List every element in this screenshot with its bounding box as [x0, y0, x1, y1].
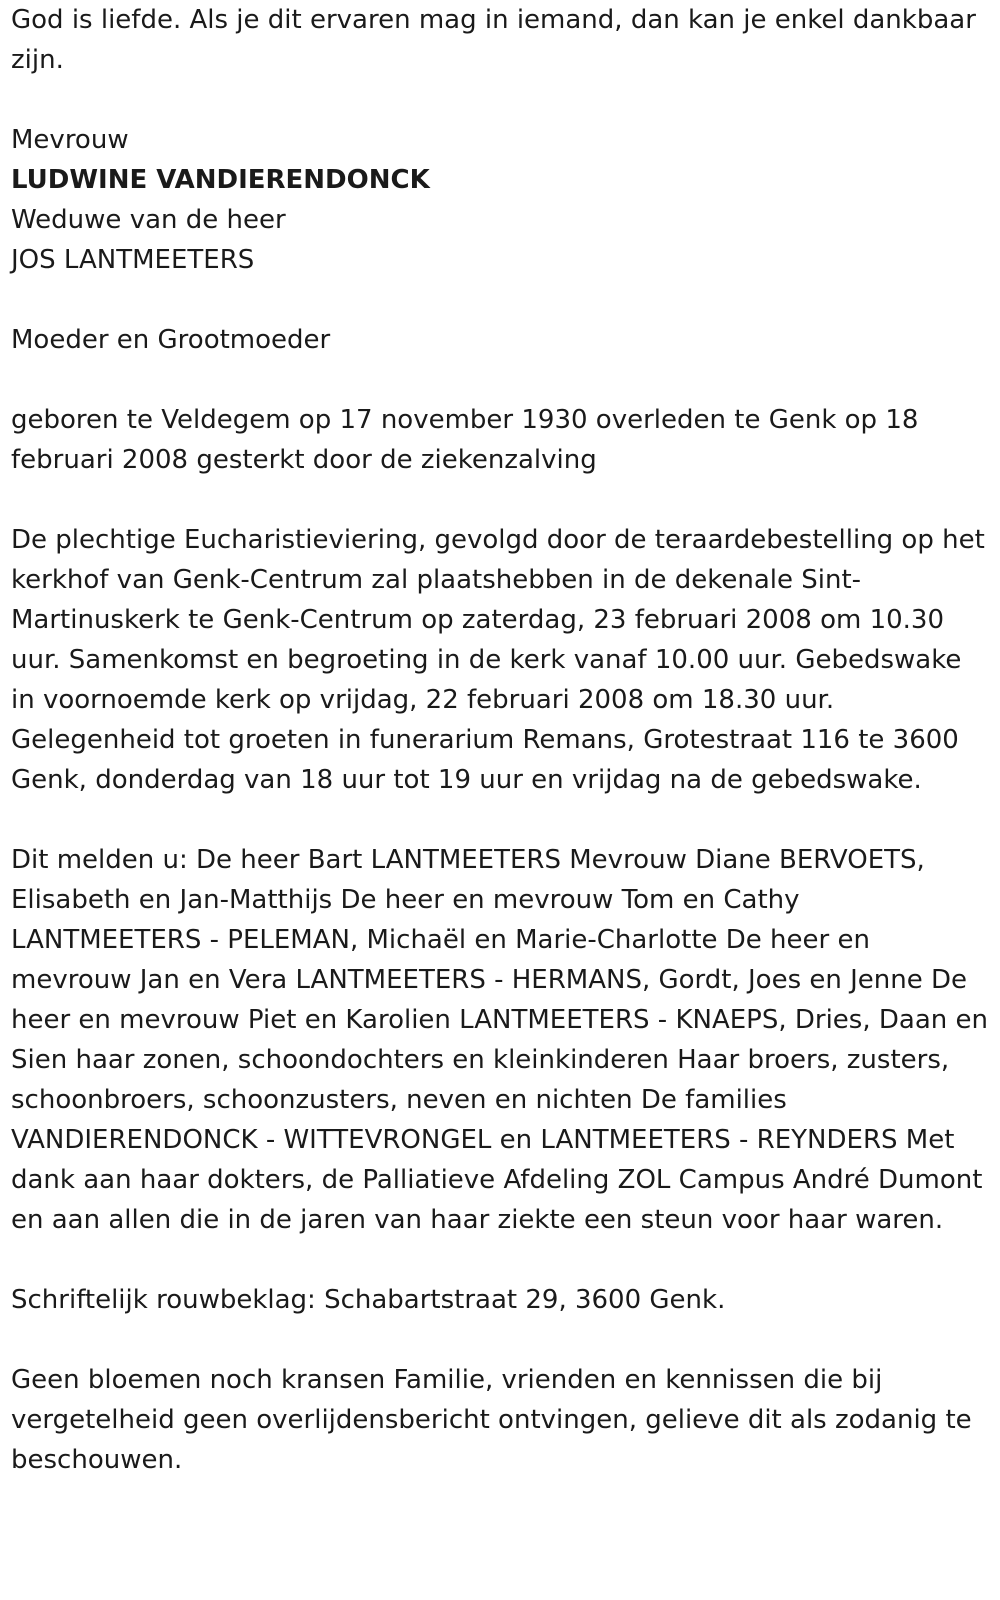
condolence-address: Schriftelijk rouwbeklag: Schabartstraat 29, 3600 Genk. [11, 1285, 726, 1315]
birth-death-details: geboren te Veldegem op 17 november 1930 overleden te Genk op 18 februari 2008 gesterkt door de ziekenzalving [11, 405, 919, 475]
ceremony-details: De plechtige Eucharistieviering, gevolgd door de teraardebestelling op het kerkhof van Genk-Centrum zal plaatshebben in de dekenale Sint-Martinuskerk te Genk-Centrum op zaterdag, 23 februari 2008 om 10.30 uur. Samenkomst en begroeting in de kerk vanaf 10.00 uur. Gebedswake in voornoemde kerk op vrijdag, 22 februari 2008 om 18.30 uur. Gelegenheid tot groeten in funerarium Remans, Grotestraat 116 te 3600 Genk, donderdag van 18 uur tot 19 uur en vrijdag na de gebedswake. [11, 525, 985, 795]
title-prefix: Mevrouw [11, 125, 129, 155]
closing-note: Geen bloemen noch kransen Familie, vrienden en kennissen die bij vergetelheid geen overlijdensbericht ontvingen, gelieve dit als zodanig te beschouwen. [11, 1365, 972, 1475]
announcers-list: Dit melden u: De heer Bart LANTMEETERS Mevrouw Diane BERVOETS, Elisabeth en Jan-Matthijs De heer en mevrouw Tom en Cathy LANTMEETERS - PELEMAN, Michaël en Marie-Charlotte De heer en mevrouw Jan en Vera LANTMEETERS - HERMANS, Gordt, Joes en Jenne De heer en mevrouw Piet en Karolien LANTMEETERS - KNAEPS, Dries, Daan en Sien haar zonen, schoondochters en kleinkinderen Haar broers, zusters, schoonbroers, schoonzusters, neven en nichten De families VANDIERENDONCK - WITTEVRONGEL en LANTMEETERS - REYNDERS Met dank aan haar dokters, de Palliatieve Afdeling ZOL Campus André Dumont en aan allen die in de jaren van haar ziekte een steun voor haar waren. [11, 845, 988, 1235]
intro-quote: God is liefde. Als je dit ervaren mag in iemand, dan kan je enkel dankbaar zijn. [11, 5, 976, 75]
spouse-name: JOS LANTMEETERS [11, 245, 255, 275]
deceased-name: LUDWINE VANDIERENDONCK [11, 165, 430, 195]
widow-line: Weduwe van de heer [11, 205, 286, 235]
family-role: Moeder en Grootmoeder [11, 325, 331, 355]
